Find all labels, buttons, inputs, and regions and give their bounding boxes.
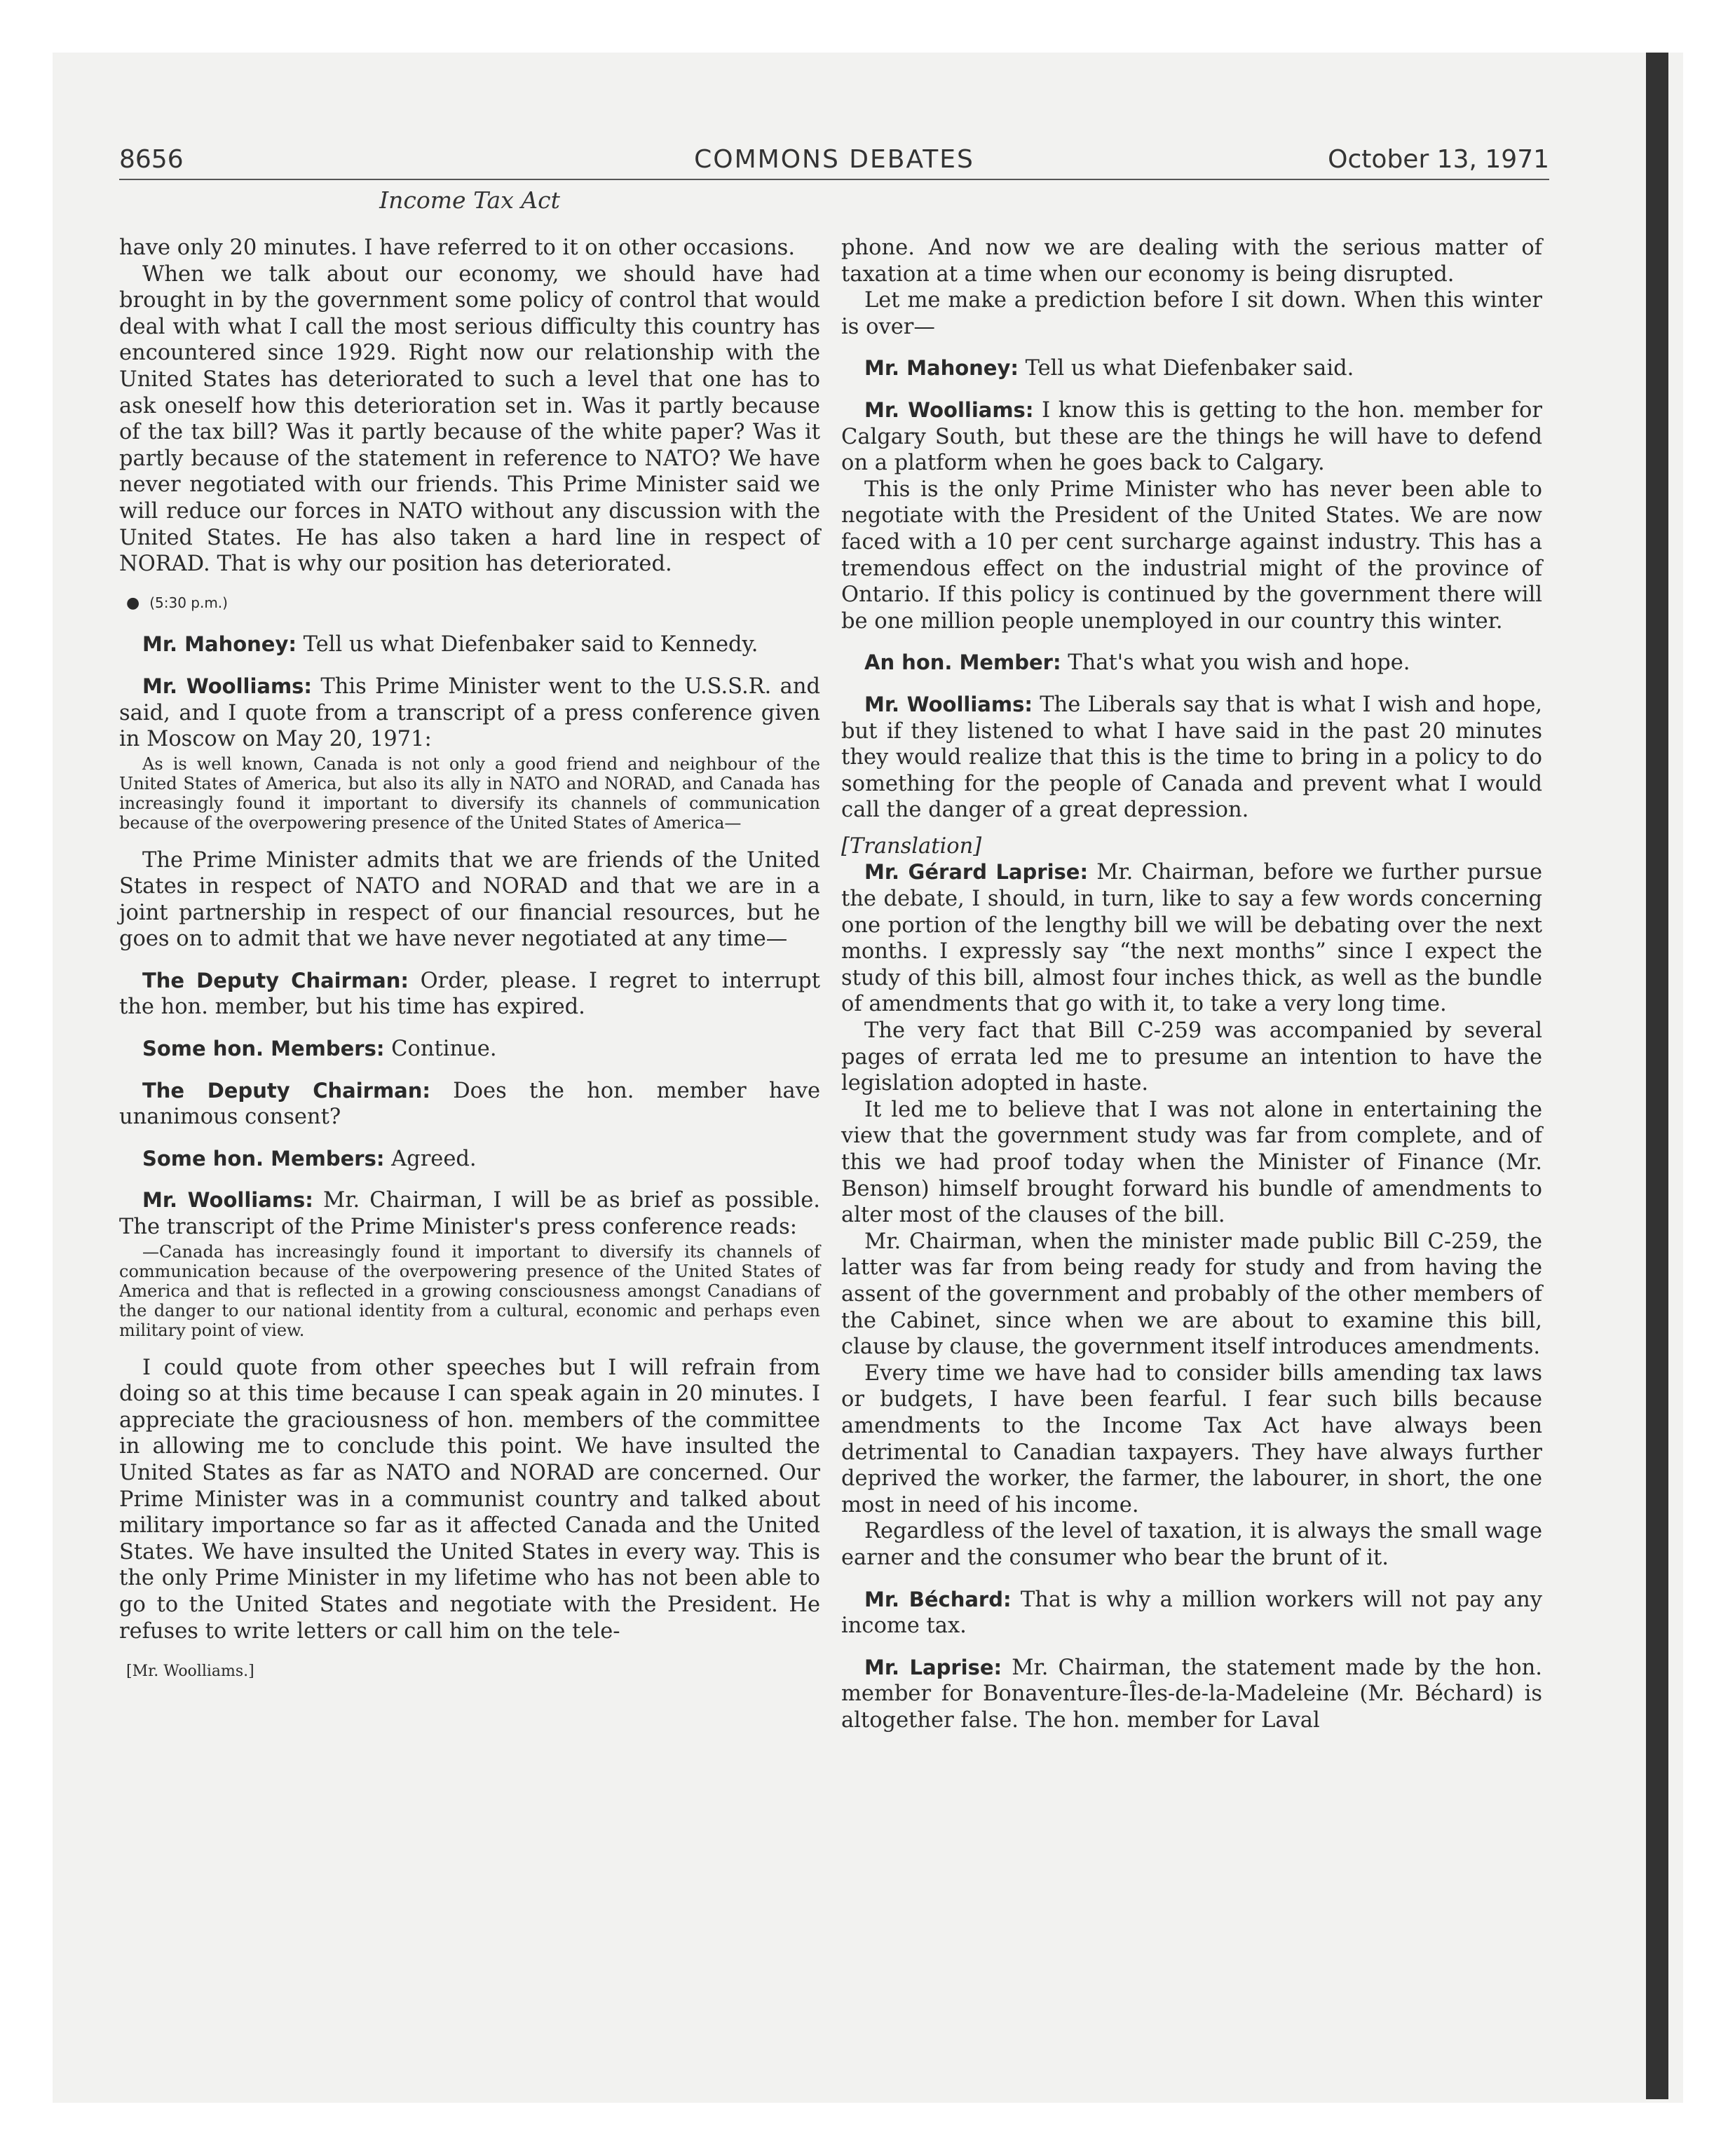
speaker-name: Some hon. Members: bbox=[142, 1037, 385, 1061]
page-header bbox=[119, 145, 1549, 180]
speech-text: Mr. Chairman, I will be as brief as possible. The transcript of the Prime Minister's press conference reads: bbox=[119, 1188, 820, 1240]
paragraph: The very fact that Bill C-259 was accompanied by several pages of errata led me to presume an intention to have the legislation adopted in haste. bbox=[841, 1018, 1542, 1096]
speech-text: That's what you wish and hope. bbox=[1068, 650, 1410, 676]
block-quote: —Canada has increasingly found it important to diversify its channels of communication because of the overpowering presence of the United States of America and that is reflected in a growing consciousness amongst Canadians of the danger to our national identity from a cultural, economic and perhaps even military point of view. bbox=[119, 1241, 820, 1341]
speech bbox=[119, 1187, 820, 1240]
speaker-name: Mr. Mahoney: bbox=[142, 632, 297, 657]
paragraph: Let me make a prediction before I sit down. When this winter is over— bbox=[841, 288, 1542, 339]
paragraph: I could quote from other speeches but I will refrain from doing so at this time because I can speak again in 20 minutes. I appreciate the graciousness of hon. members of the committee in allowing me to conclude this point. We have insulted the United States as far as NATO and NORAD are concerned. Our Prime Minister was in a communist country and talked about military importance so far as it affected Canada and the United States. We have insulted the United States in every way. This is the only Prime Minister in my lifetime who has not been able to go to the United States and negotiate with the President. He refuses to write letters or call him on the tele- bbox=[119, 1355, 820, 1644]
speech-text: Order, please. I regret to interrupt the hon. member, but his time has expired. bbox=[119, 968, 820, 1020]
speaker-name: Mr. Laprise: bbox=[864, 1655, 1002, 1679]
speech-text: The Liberals say that is what I wish and hope, but if they listened to what I have said in the past 20 minutes they would realize that this is the time to bring in a policy to do something for the people of Canada and prevent what I would call the danger of a great depression. bbox=[841, 692, 1542, 823]
time-marker-text: (5:30 p.m.) bbox=[149, 594, 228, 611]
left-column bbox=[119, 235, 820, 1685]
paragraph: Every time we have had to consider bills amending tax laws or budgets, I have been fearful. I fear such bills because amendments to the Income Tax Act have always been detrimental to Canadian taxpayers. They have always further deprived the worker, the farmer, the labourer, in short, the one most in need of his income. bbox=[841, 1360, 1542, 1517]
speaker-name: Mr. Béchard: bbox=[864, 1587, 1012, 1611]
speech-text: This Prime Minister went to the U.S.S.R. and said, and I quote from a transcript of a press conference given in Moscow on May 20, 1971: bbox=[119, 674, 821, 752]
speech bbox=[119, 968, 820, 1021]
speech-text: Agreed. bbox=[391, 1146, 477, 1171]
speaker-name: Mr. Gérard Laprise: bbox=[864, 860, 1089, 885]
speech bbox=[119, 1036, 820, 1063]
publication-date: October 13, 1971 bbox=[1328, 145, 1549, 174]
speech-text: That is why a million workers will not pay any income tax. bbox=[841, 1587, 1542, 1639]
speech-text: Does the hon. member have unanimous consent? bbox=[119, 1078, 821, 1130]
speech-text: Continue. bbox=[391, 1037, 497, 1062]
speech-text: Tell us what Diefenbaker said. bbox=[1025, 356, 1354, 381]
bullet-icon: ● bbox=[126, 594, 140, 612]
speaker-name: The Deputy Chairman: bbox=[142, 1078, 430, 1103]
speaker-name: Mr. Woolliams: bbox=[142, 1188, 313, 1213]
speech bbox=[119, 1146, 820, 1173]
publication-title: COMMONS DEBATES bbox=[694, 145, 974, 174]
speech bbox=[841, 692, 1542, 824]
speech bbox=[841, 650, 1542, 676]
paragraph: When we talk about our economy, we should have had brought in by the government some policy of control that would deal with what I call the most serious difficulty this country has encountered since 1929. Right now our relationship with the United States has deteriorated to such a level that one has to ask oneself how this deterioration set in. Was it partly because of the tax bill? Was it partly because of the white paper? Was it partly because of the statement in reference to NATO? We have never negotiated with our friends. This Prime Minister said we will reduce our forces in NATO without any discussion with the United States. He has also taken a hard line in respect of NORAD. That is why our position has deteriorated. bbox=[119, 261, 820, 577]
paragraph: phone. And now we are dealing with the serious matter of taxation at a time when our economy is being disrupted. bbox=[841, 236, 1542, 287]
page-number: 8656 bbox=[119, 145, 184, 174]
translation-marker: [Translation] bbox=[841, 833, 982, 859]
speaker-name: Mr. Woolliams: bbox=[864, 692, 1033, 716]
paragraph: Regardless of the level of taxation, it is always the small wage earner and the consumer who bear the brunt of it. bbox=[841, 1519, 1542, 1570]
speaker-name: Some hon. Members: bbox=[142, 1146, 385, 1171]
paragraph: The Prime Minister admits that we are friends of the United States in respect of NATO and NORAD and that we are in a joint partnership in respect of our financial resources, but he goes on to admit that we have never negotiated at any time— bbox=[119, 847, 820, 952]
speech-text: Tell us what Diefenbaker said to Kennedy. bbox=[303, 632, 758, 657]
speech bbox=[841, 355, 1542, 382]
speaker-name: Mr. Woolliams: bbox=[142, 674, 313, 698]
block-quote: As is well known, Canada is not only a good friend and neighbour of the United States of America, but also its ally in NATO and NORAD, and Canada has increasingly found it important to diversify its channels of communication because of the overpowering presence of the United States of America— bbox=[119, 753, 820, 833]
speaker-signature: [Mr. Woolliams.] bbox=[126, 1663, 254, 1681]
speaker-name: An hon. Member: bbox=[864, 650, 1061, 675]
speech bbox=[119, 632, 820, 658]
speaker-name: Mr. Mahoney: bbox=[864, 356, 1019, 381]
speech-text: Mr. Chairman, before we further pursue the debate, I should, in turn, like to say a few words concerning one portion of the lengthy bill we will be debating over the next months. I expressly say “the next months” since I expect the study of this bill, almost four inches thick, as well as the bundle of amendments that go with it, to take a very long time. bbox=[841, 860, 1543, 1017]
speech bbox=[841, 1655, 1542, 1734]
paragraph: have only 20 minutes. I have referred to it on other occasions. bbox=[119, 236, 796, 260]
speech-text: I know this is getting to the hon. member for Calgary South, but these are the things he will have to defend on a platform when he goes back to Calgary. bbox=[841, 397, 1542, 476]
paragraph: It led me to believe that I was not alone in entertaining the view that the government study was far from complete, and of this we had proof today when the Minister of Finance (Mr. Benson) himself brought forward his bundle of amendments to alter most of the clauses of the bill. bbox=[841, 1097, 1542, 1228]
running-title: Income Tax Act bbox=[379, 186, 560, 214]
right-column bbox=[841, 235, 1542, 1733]
scan-edge-bar bbox=[1646, 53, 1668, 2099]
paragraph: Mr. Chairman, when the minister made public Bill C-259, the latter was far from being ready for study and from having the assent of the government and probably of the other members of the Cabinet, since when we are about to examine this bill, clause by clause, the government itself introduces amendments. bbox=[841, 1229, 1542, 1360]
time-marker bbox=[119, 590, 820, 617]
speech-text: Mr. Chairman, the statement made by the hon. member for Bonaventure-Îles-de-la-Madeleine (Mr. Béchard) is altogether false. The hon. member for Laval bbox=[841, 1655, 1542, 1733]
speech bbox=[841, 1587, 1542, 1639]
speech bbox=[119, 674, 820, 753]
speaker-name: Mr. Woolliams: bbox=[864, 397, 1034, 422]
speech bbox=[841, 859, 1542, 1018]
speech bbox=[119, 1078, 820, 1131]
speaker-name: The Deputy Chairman: bbox=[142, 968, 409, 992]
paragraph: This is the only Prime Minister who has never been able to negotiate with the President of the United States. We are now faced with a 10 per cent surcharge against industry. This has a tremendous effect on the industrial might of the province of Ontario. If this policy is continued by the government there will be one million people unemployed in our country this winter. bbox=[841, 477, 1542, 634]
speech bbox=[841, 397, 1542, 477]
